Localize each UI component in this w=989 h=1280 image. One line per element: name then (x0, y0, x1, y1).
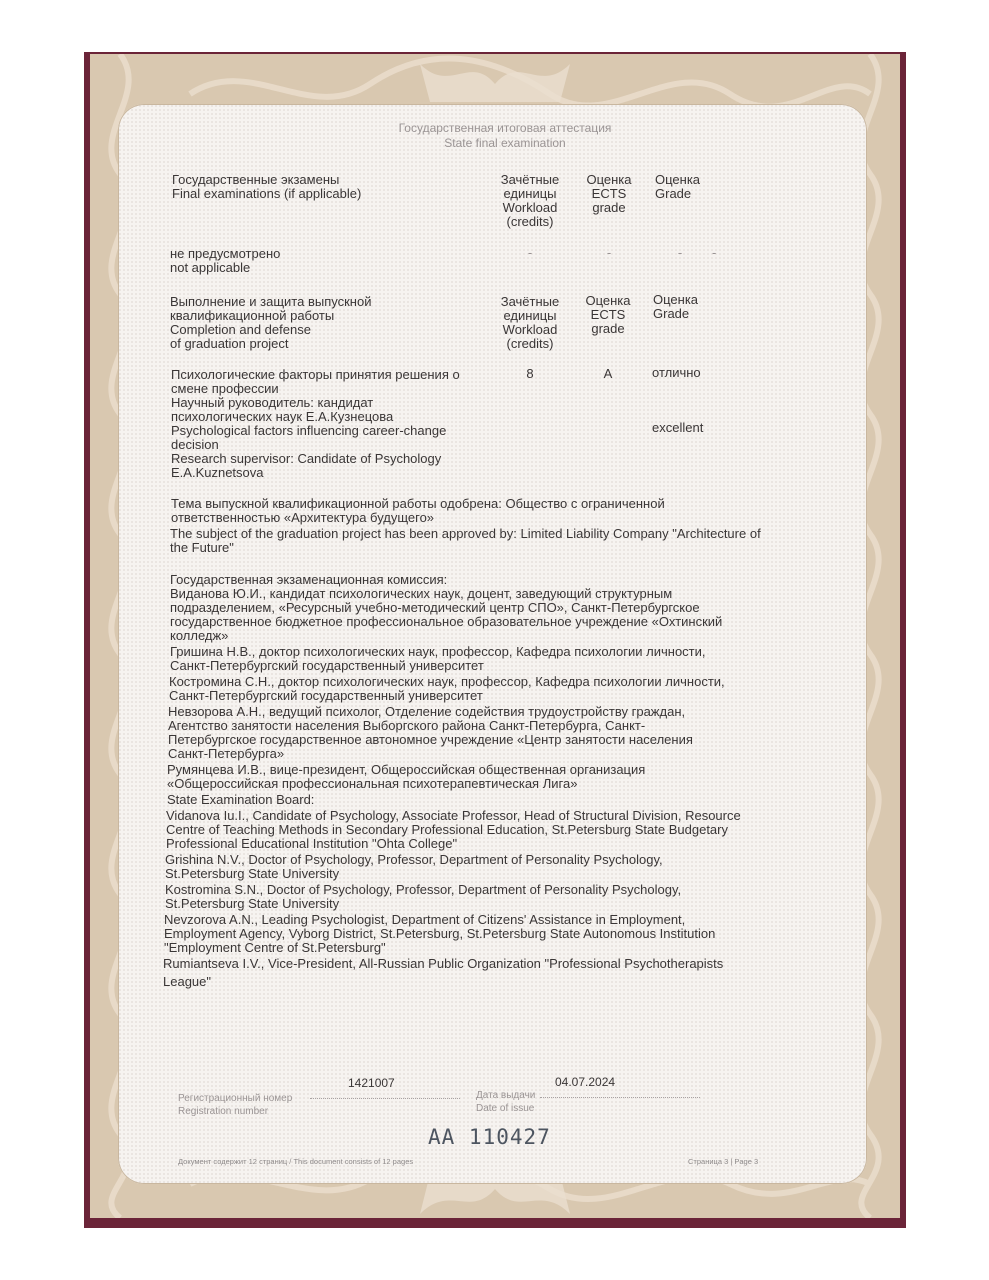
exams-row-en: not applicable (170, 260, 251, 275)
project-title-1: Выполнение и защита выпускной (170, 294, 372, 309)
board-ru-line: Санкт-Петербургский государственный университет (169, 688, 483, 703)
board-ru-line: Виданова Ю.И., кандидат психологических наук, доцент, заведующий структурным (170, 586, 673, 601)
board-ru-line: Государственная экзаменационная комиссия: (170, 572, 448, 587)
board-ru-line: Санкт-Петербургский государственный университет (170, 658, 484, 673)
project-col-credits-4: (credits) (506, 336, 554, 351)
approval-ru-2: ответственностью «Архитектура будущего» (171, 510, 435, 525)
project-supervisor-en-1: Research supervisor: Candidate of Psychology (171, 451, 442, 466)
page-note: Страница 3 | Page 3 (688, 1157, 759, 1166)
exams-row-ects: - (606, 245, 612, 260)
date-of-issue-value: 04.07.2024 (555, 1075, 616, 1089)
board-en-line: Kostromina S.N., Doctor of Psychology, Professor, Department of Personality Psychology, (165, 882, 682, 897)
exams-col-ects-3: grade (592, 200, 626, 215)
project-col-ects-1: Оценка (585, 293, 631, 308)
exams-col-credits-3: Workload (502, 200, 558, 215)
board-en-line: St.Petersburg State University (165, 896, 340, 911)
exams-col-credits-2: единицы (503, 186, 557, 201)
project-supervisor-ru-2: психологических наук Е.А.Кузнецова (171, 409, 394, 424)
document-serial-number: АА 110427 (428, 1125, 551, 1149)
board-en-line: Employment Agency, Vyborg District, St.Petersburg, St.Petersburg State Autonomous Institution (164, 926, 716, 941)
approval-ru-1: Тема выпускной квалификационной работы одобрена: Общество с ограниченной (171, 496, 665, 511)
board-ru-line: Санкт-Петербурга» (168, 746, 285, 761)
pages-note: Документ содержит 12 страниц / This document consists of 12 pages (178, 1157, 414, 1166)
board-en-line: Nevzorova A.N., Leading Psychologist, Department of Citizens' Assistance in Employment, (164, 912, 686, 927)
registration-label-ru: Регистрационный номер (178, 1093, 293, 1104)
project-topic-ru-1: Психологические факторы принятия решения о (171, 367, 460, 382)
board-en-line: St.Petersburg State University (165, 866, 340, 881)
board-en-line: Vidanova Iu.I., Candidate of Psychology, Associate Professor, Head of Structural Division, Resource (166, 808, 741, 823)
registration-number-line (310, 1098, 460, 1099)
board-ru-line: Петербургское государственное автономное учреждение «Центр занятости населения (168, 732, 693, 747)
exams-col-credits-1: Зачётные (500, 172, 560, 187)
exams-row-ru: не предусмотрено (170, 246, 281, 261)
board-ru-line: «Общероссийская профессиональная психотерапевтическая Лига» (167, 776, 578, 791)
approval-en-1: The subject of the graduation project has been approved by: Limited Liability Company "Architecture of (170, 526, 761, 541)
project-topic-en-2: decision (171, 437, 219, 452)
project-ects: A (603, 366, 613, 381)
board-en-line: Rumiantseva I.V., Vice-President, All-Russian Public Organization "Professional Psychotherapists (163, 956, 724, 971)
project-topic-en-1: Psychological factors influencing career-change (171, 423, 447, 438)
header-title-ru: Государственная итоговая аттестация (398, 121, 612, 135)
project-col-credits-1: Зачётные (500, 294, 560, 309)
date-label-ru: Дата выдачи (476, 1090, 536, 1101)
exams-row-extra: - (712, 245, 717, 260)
board-en-line: State Examination Board: (167, 792, 315, 807)
board-en-line: League" (163, 974, 211, 989)
exams-col-ects-2: ECTS (591, 186, 627, 201)
approval-en-2: the Future" (170, 540, 234, 555)
board-ru-line: Костромина С.Н., доктор психологических наук, профессор, Кафедра психологии личности, (169, 674, 725, 689)
board-en-line: Centre of Teaching Methods in Secondary Professional Education, St.Petersburg State Budgetary (166, 822, 728, 837)
project-grade-ru: отлично (652, 365, 701, 380)
project-col-credits-3: Workload (502, 322, 558, 337)
board-ru-line: подразделением, «Ресурсный учебно-методический центр СПО», Санкт-Петербургское (170, 600, 700, 615)
board-ru-line: Агентство занятости населения Выборгского района Санкт-Петербурга, Санкт- (168, 718, 646, 733)
board-en-line: Professional Educational Institution "Ohta College" (166, 836, 458, 851)
project-col-credits-2: единицы (503, 308, 557, 323)
registration-label-en: Registration number (178, 1106, 269, 1117)
exams-col-grade-2: Grade (655, 186, 692, 201)
project-title-2: квалификационной работы (170, 308, 335, 323)
exams-row-grade: - (677, 245, 683, 260)
board-en-line: "Employment Centre of St.Petersburg" (164, 940, 386, 955)
exams-row-credits: - (527, 245, 533, 260)
project-title-4: of graduation project (170, 336, 289, 351)
exams-col-grade-1: Оценка (655, 172, 701, 187)
project-credits: 8 (526, 366, 534, 381)
board-ru-line: Невзорова А.Н., ведущий психолог, Отделение содействия трудоустройству граждан, (168, 704, 686, 719)
board-ru-line: Гришина Н.В., доктор психологических наук, профессор, Кафедра психологии личности, (170, 644, 706, 659)
project-supervisor-ru-1: Научный руководитель: кандидат (171, 395, 374, 410)
date-label-en: Date of issue (476, 1103, 535, 1114)
project-grade-en: excellent (652, 420, 704, 435)
exams-title-en: Final examinations (if applicable) (172, 186, 362, 201)
exams-col-credits-4: (credits) (506, 214, 554, 229)
project-supervisor-en-2: E.A.Kuznetsova (171, 465, 264, 480)
project-topic-ru-2: смене профессии (171, 381, 279, 396)
project-col-grade-2: Grade (653, 306, 690, 321)
project-col-ects-3: grade (591, 321, 625, 336)
registration-number-value: 1421007 (348, 1076, 395, 1090)
project-title-3: Completion and defense (170, 322, 311, 337)
board-en-line: Grishina N.V., Doctor of Psychology, Professor, Department of Personality Psychology, (165, 852, 663, 867)
project-col-grade-1: Оценка (653, 292, 699, 307)
board-ru-line: колледж» (170, 628, 229, 643)
project-col-ects-2: ECTS (590, 307, 626, 322)
exams-title-ru: Государственные экзамены (172, 172, 340, 187)
board-ru-line: государственное бюджетное профессиональное образовательное учреждение «Охтинский (170, 614, 723, 629)
date-of-issue-line (540, 1097, 700, 1098)
exams-col-ects-1: Оценка (586, 172, 632, 187)
header-title-en: State final examination (444, 136, 566, 150)
board-ru-line: Румянцева И.В., вице-президент, Общероссийская общественная организация (167, 762, 646, 777)
